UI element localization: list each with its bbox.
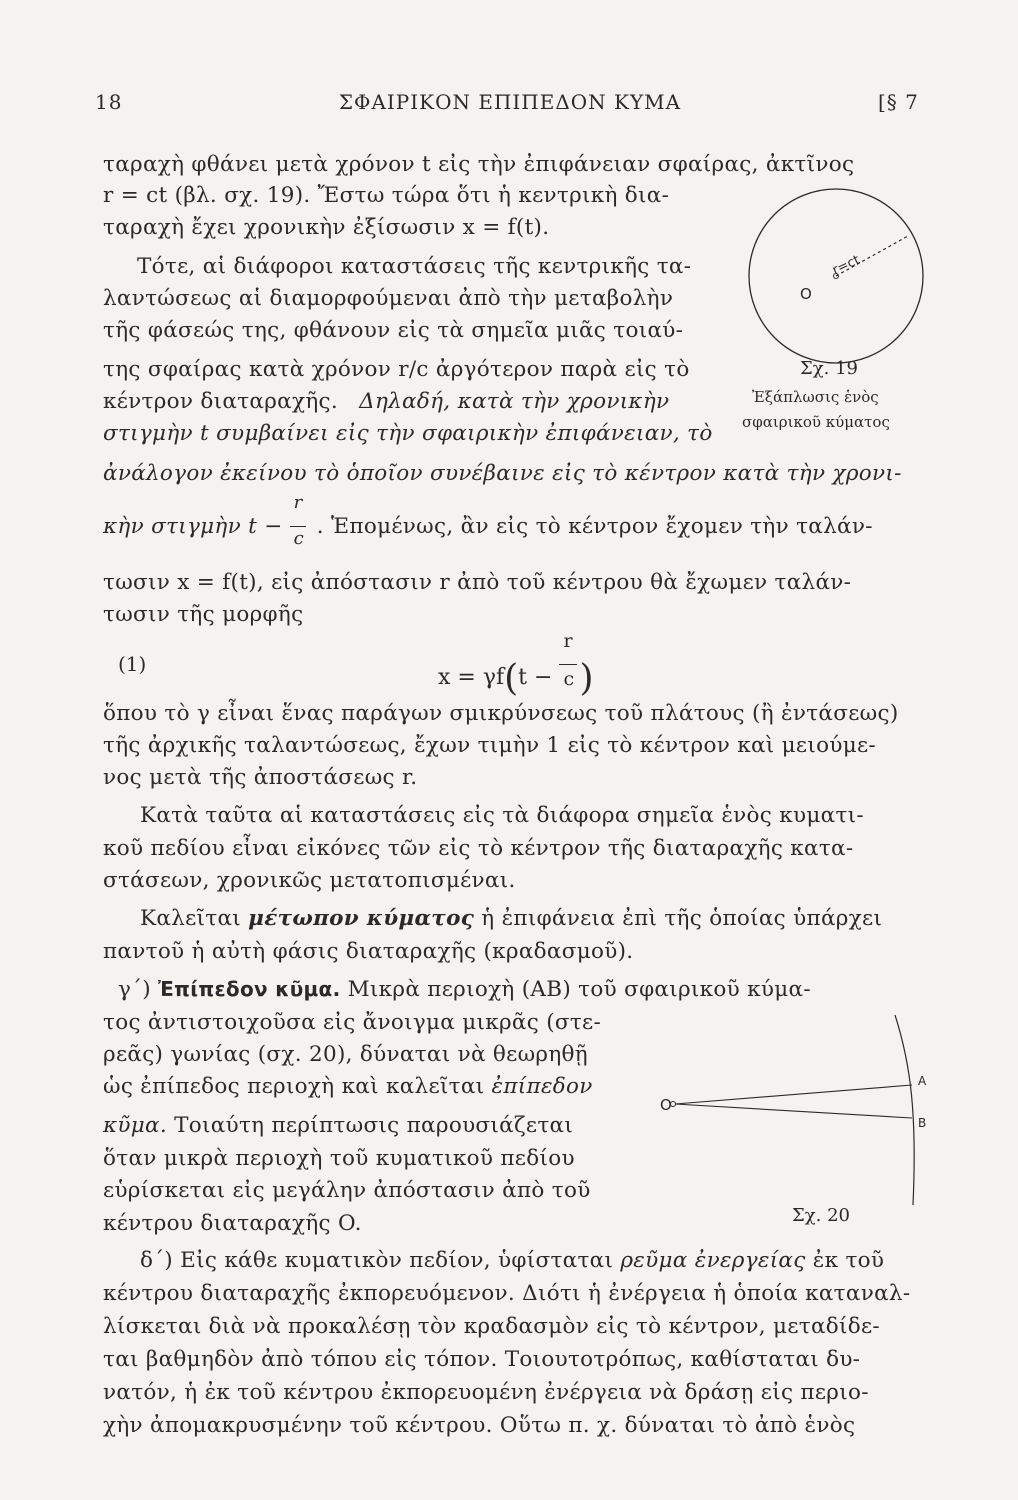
- text-line: ται βαθμηδὸν ἀπὸ τόπου εἰς τόπον. Τοιουτοτρόπως, καθίσταται δυ-: [103, 1347, 861, 1372]
- text-span: ἐκ τοῦ: [812, 1248, 885, 1273]
- text-span: Μικρὰ περιοχὴ (ΑΒ) τοῦ σφαιρικοῦ κύμα-: [347, 977, 811, 1002]
- text-line: εὑρίσκεται εἰς μεγάλην ἀπόστασιν ἀπὸ τοῦ: [103, 1178, 591, 1203]
- equation-lhs: x = γf: [438, 665, 505, 690]
- text-line: ὅταν μικρὰ περιοχὴ τοῦ κυματικοῦ πεδίου: [103, 1146, 575, 1171]
- figure-19-caption: Σχ. 19: [800, 358, 858, 379]
- text-line: παντοῦ ἡ αὐτὴ φάσις διαταραχῆς (κραδασμοῦ).: [103, 939, 634, 964]
- text-line: τωσιν τῆς μορφῆς: [103, 602, 304, 627]
- text-span: κέντρον διαταραχῆς.: [103, 389, 338, 414]
- fraction-bar: [559, 664, 577, 665]
- inline-fraction: [290, 492, 310, 549]
- section-marker: [§ 7: [878, 90, 919, 114]
- figure-20-diagram: [655, 1005, 945, 1215]
- equation-denominator: c: [563, 668, 575, 690]
- text-line: στάσεων, χρονικῶς μετατοπισμέναι.: [103, 868, 516, 893]
- ray-to-a: [675, 1085, 912, 1104]
- figure-20-point-b: B: [918, 1116, 927, 1130]
- text-line: κέντρου διαταραχῆς O.: [103, 1211, 362, 1236]
- open-paren: (: [504, 658, 519, 699]
- text-line: λαντώσεως αἱ διαμορφούμεναι ἀπὸ τὴν μεταβολὴν: [103, 286, 674, 311]
- page-number: 18: [95, 90, 123, 114]
- equation-inner: t −: [518, 665, 553, 690]
- text-line: ὅπου τὸ γ εἶναι ἕνας παράγων σμικρύνσεως τοῦ πλάτους (ἢ ἐντάσεως): [103, 701, 899, 726]
- text-span: δ΄) Εἰς κάθε κυματικὸν πεδίον, ὑφίσταται: [140, 1248, 614, 1273]
- subsection-heading: Ἐπίπεδον κῦμα.: [158, 977, 341, 1001]
- term-emphasis: μέτωπον κύματος: [248, 906, 475, 931]
- text-line: τῆς ἀρχικῆς ταλαντώσεως, ἔχων τιμὴν 1 εἰς τὸ κέντρον καὶ μειούμε-: [103, 733, 876, 758]
- italic-span: ρεῦμα ἐνεργείας: [620, 1248, 806, 1273]
- equation-fraction: [559, 630, 579, 690]
- text-span: Τοιαύτη περίπτωσις παρουσιάζεται: [174, 1113, 574, 1138]
- text-line: κοῦ πεδίου εἶναι εἰκόνες τῶν εἰς τὸ κέντρον τῆς διαταραχῆς κατα-: [103, 836, 854, 861]
- text-line: [103, 391, 669, 413]
- text-line: [140, 908, 882, 930]
- figure-20-origin-label: O: [660, 1096, 672, 1114]
- text-line: ταραχὴ ἔχει χρονικὴν ἐξίσωσιν x = f(t).: [103, 215, 550, 240]
- italic-span: κὴν στιγμὴν t −: [103, 514, 283, 539]
- fraction-numerator: r: [293, 492, 303, 513]
- text-line: Τότε, αἱ διάφοροι καταστάσεις τῆς κεντρικῆς τα-: [137, 254, 692, 279]
- ray-to-b: [675, 1104, 912, 1118]
- text-line: τωσιν x = f(t), εἰς ἀπόστασιν r ἀπὸ τοῦ κέντρου θὰ ἔχωμεν ταλάν-: [103, 570, 852, 595]
- text-line: χὴν ἀπομακρυσμένην τοῦ κέντρου. Οὕτω π. χ. δύναται τὸ ἀπὸ ἑνὸς: [103, 1413, 856, 1438]
- fraction-denominator: c: [293, 528, 305, 549]
- italic-span: ἐπίπεδον: [491, 1074, 593, 1099]
- text-line: ταραχὴ φθάνει μετὰ χρόνον t εἰς τὴν ἐπιφάνειαν σφαίρας, ἀκτῖνος: [103, 152, 855, 177]
- text-line: [140, 1250, 884, 1272]
- fraction-bar: [290, 526, 306, 527]
- figure-19-radius-label: r=ct: [830, 252, 863, 279]
- equation-body: [438, 630, 594, 699]
- text-line: Κατὰ ταῦτα αἱ καταστάσεις εἰς τὰ διάφορα σημεῖα ἑνὸς κυματι-: [140, 803, 864, 828]
- text-line: r = ct (βλ. σχ. 19). Ἔστω τώρα ὅτι ἡ κεντρικὴ δια-: [103, 183, 670, 208]
- text-line: ἀνάλογον ἐκείνου τὸ ὁποῖον συνέβαινε εἰς τὸ κέντρον κατὰ τὴν χρονι-: [103, 461, 902, 486]
- italic-span: κῦμα.: [103, 1113, 167, 1138]
- figure-20-caption: Σχ. 20: [792, 1205, 850, 1226]
- text-line: νος μετὰ τῆς ἀποστάσεως r.: [103, 765, 418, 790]
- text-span: Καλεῖται: [140, 906, 242, 931]
- text-line: [103, 1076, 593, 1098]
- text-line: κέντρου διαταραχῆς ἐκπορευόμενον. Διότι ἡ ἐνέργεια ἡ ὁποία καταναλ-: [103, 1281, 911, 1306]
- italic-span: Δηλαδή, κατὰ τὴν χρονικὴν: [359, 389, 670, 414]
- running-title: ΣΦΑΙΡΙΚΟΝ ΕΠΙΠΕΔΟΝ ΚΥΜΑ: [338, 90, 682, 114]
- text-line: στιγμὴν t συμβαίνει εἰς τὴν σφαιρικὴν ἐπιφάνειαν, τὸ: [103, 421, 713, 446]
- text-line: [118, 979, 811, 1001]
- figure-19-subcaption: Ἐξάπλωσις ἑνὸς: [752, 388, 879, 406]
- text-line: νατόν, ἡ ἐκ τοῦ κέντρου ἐκπορευομένη ἐνέργεια νὰ δράσῃ εἰς περιο-: [103, 1380, 869, 1405]
- text-line: της σφαίρας κατὰ χρόνον r/c ἀργότερον παρὰ εἰς τὸ: [103, 357, 690, 382]
- text-span: ὡς ἐπίπεδος περιοχὴ καὶ καλεῖται: [103, 1074, 485, 1099]
- text-line: λίσκεται διὰ νὰ προκαλέσῃ τὸν κραδασμὸν εἰς τὸ κέντρον, μεταδίδε-: [103, 1314, 880, 1339]
- text-span: ἡ ἐπιφάνεια ἐπὶ τῆς ὁποίας ὑπάρχει: [481, 906, 883, 931]
- text-line: τος ἀντιστοιχοῦσα εἰς ἄνοιγμα μικρᾶς (στε-: [103, 1010, 602, 1035]
- figure-19-center-label: O: [800, 285, 812, 303]
- wavefront-arc: [895, 1015, 914, 1205]
- figure-19-diagram: [740, 188, 940, 368]
- equation-numerator: r: [563, 630, 573, 652]
- text-span: γ΄): [118, 977, 151, 1002]
- text-line: ρεᾶς) γωνίας (σχ. 20), δύναται νὰ θεωρηθῇ: [103, 1042, 588, 1067]
- text-line: [103, 492, 873, 549]
- figure-20-point-a: A: [918, 1074, 927, 1088]
- close-paren: ): [579, 658, 594, 699]
- text-span: . Ἑπομένως, ἂν εἰς τὸ κέντρον ἔχομεν τὴν ταλάν-: [316, 514, 873, 539]
- text-line: τῆς φάσεώς της, φθάνουν εἰς τὰ σημεῖα μιᾶς τοιαύ-: [103, 318, 684, 343]
- figure-19-subcaption: σφαιρικοῦ κύματος: [742, 413, 890, 431]
- text-line: [103, 1115, 573, 1137]
- equation-number: (1): [118, 652, 147, 676]
